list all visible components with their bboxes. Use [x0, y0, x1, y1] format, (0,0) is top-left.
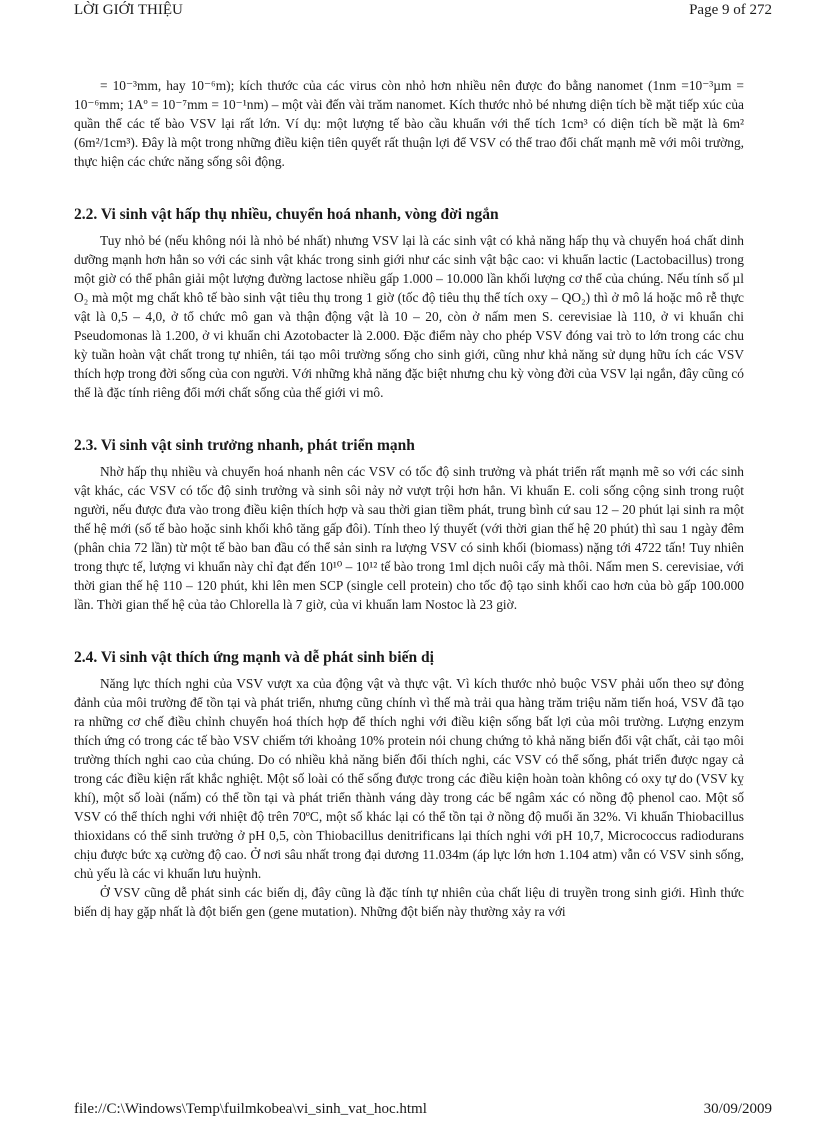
section-2-3-paragraph: Nhờ hấp thụ nhiều và chuyển hoá nhanh nên các VSV có tốc độ sinh trưởng và phát triển rất mạnh mẽ so với các sinh vật khác, các VSV có tốc độ sinh trưởng và sinh sôi nảy nở vượt trội hơn hẳn. Vi khuẩn E. coli sống cộng sinh trong ruột người, nếu được đưa vào trong điều kiện thích hợp và sau thời gian tiềm phát, trung bình cứ sau 12 – 20 phút lại sinh ra một thế hệ mới (số tế bào hoặc sinh khối khô tăng gấp đôi). Tính theo lý thuyết (với thời gian thế hệ 20 phút) thì sau 1 ngày đêm (phân chia 72 lần) từ một tế bào ban đầu có thể sản sinh ra lượng VSV có sinh khối (biomass) nặng tới 4722 tấn! Tuy nhiên trong thực tế, lượng vi khuẩn này chỉ đạt đến 10¹⁰ – 10¹² tế bào trong 1ml dịch nuôi cấy mà thôi. Nấm men S. cerevisiae, với thời gian thế hệ 110 – 120 phút, khi lên men SCP (single cell protein) cho tốc độ tạo sinh khối cao hơn của bò gấp 100.000 lần. Thời gian thế hệ của tảo Chlorella là 7 giờ, của vi khuẩn lam Nostoc là 23 giờ.	[74, 464, 744, 612]
print-date: 30/09/2009	[703, 1101, 772, 1117]
page-header	[74, 2, 772, 24]
document-body	[74, 76, 744, 921]
section-2-4-paragraph-1: Năng lực thích nghi của VSV vượt xa của động vật và thực vật. Vì kích thước nhỏ buộc VSV phải uốn theo sự đỏng đảnh của môi trường để tồn tại và phát triển, nhưng cũng chính vì thế mà trải qua hàng trăm triệu năm tiến hoá, VSV đã tạo ra những cơ chế điều chỉnh chuyển hoá thích hợp để thích nghi với điều kiện sống bất lợi của môi trường. Lượng enzym thích ứng có trong các tế bào VSV chiếm tới khoảng 10% protein nói chung chứng tỏ khả năng biến đổi vật chất, cải tạo môi trường thích nghi cao của chúng. Do có nhiều khả năng biến đổi thích nghi, các VSV có thể sống, phát triển được ngay cả trong các điều kiện rất khắc nghiệt. Một số loài có thể sống được trong các điều kiện hoàn toàn không có oxy tự do (VSV kỵ khí), một số loài (nấm) có thể tồn tại và phát triển thành váng dày trong các bể ngâm xác có nồng độ phenol cao. Một số VSV có thể thích nghi với nhiệt độ trên 70ºC, một số khác lại có thể tồn tại ở nồng độ muối ăn 32%. Vi khuẩn Thiobacillus thioxidans có thể sinh trưởng ở pH 0,5, còn Thiobacillus denitrificans lại thích nghi với pH 10,7, Micrococcus radiodurans chịu được bức xạ cường độ cao. Ở nơi sâu nhất trong đại dương 11.034m (áp lực lớn hơn 1.104 atm) vẫn có VSV sinh sống, chủ yếu là các vi khuẩn lưu huỳnh.	[74, 676, 744, 881]
page-number: Page 9 of 272	[689, 2, 772, 18]
file-path-link[interactable]: file://C:\Windows\Temp\fuilmkobea\vi_sinh_vat_hoc.html	[74, 1101, 427, 1117]
section-heading-2-2: 2.2. Vi sinh vật hấp thụ nhiều, chuyển hoá nhanh, vòng đời ngắn	[74, 206, 499, 223]
section-2-4-paragraph-2: Ở VSV cũng dễ phát sinh các biến dị, đây cũng là đặc tính tự nhiên của chất liệu di truyền trong sinh giới. Hình thức biến dị hay gặp nhất là đột biến gen (gene mutation). Những đột biến này thường xảy ra với	[74, 885, 744, 919]
intro-paragraph: = 10⁻³mm, hay 10⁻⁶m); kích thước của các virus còn nhỏ hơn nhiều nên được đo bằng nanomet (1nm =10⁻³µm = 10⁻⁶mm; 1Aº = 10⁻⁷mm = 10⁻¹nm) – một vài đến vài trăm nanomet. Kích thước nhỏ bé nhưng diện tích bề mặt tiếp xúc của quần thể các tế bào VSV lại rất lớn. Ví dụ: một lượng tế bào cầu khuẩn với thể tích 1cm³ có diện tích bề mặt là 6m² (6m²/1cm³). Đây là một trong những điều kiện tiên quyết rất thuận lợi để VSV có thể trao đổi chất mạnh mẽ với môi trường, thực hiện các chức năng sống sôi động.	[74, 78, 744, 169]
header-title: LỜI GIỚI THIỆU	[74, 2, 183, 18]
section-heading-2-4: 2.4. Vi sinh vật thích ứng mạnh và dễ phát sinh biến dị	[74, 649, 434, 666]
section-heading-2-3: 2.3. Vi sinh vật sinh trưởng nhanh, phát triển mạnh	[74, 437, 415, 454]
section-2-2-paragraph: Tuy nhỏ bé (nếu không nói là nhỏ bé nhất) nhưng VSV lại là các sinh vật có khả năng hấp thụ và chuyển hoá chất dinh dưỡng mạnh hơn hẳn so với các sinh vật khác trong sinh giới như các sinh vật bậc cao: vi khuẩn lactic (Lactobacillus) trong một giờ có thể phân giải một lượng đường lactose nhiều gấp 1.000 – 10.000 lần khối lượng cơ thể của chúng. Nếu tính số µl O₂ mà một mg chất khô tế bào sinh vật tiêu thụ trong 1 giờ (tốc độ tiêu thụ thể tích oxy – QO₂) thì ở mô lá hoặc mô rễ thực vật là 0,5 – 4,0, ở tổ chức mô gan và thận động vật là 10 – 20, còn ở nấm men S. cerevisiae là 110, ở vi khuẩn chi Pseudomonas là 1.200, ở vi khuẩn chi Azotobacter là 2.000. Đặc điểm này cho phép VSV đóng vai trò to lớn trong các chu kỳ tuần hoàn vật chất trong tự nhiên, tái tạo môi trường sống cho sinh giới, cũng như khả năng sử dụng hữu ích các VSV thích hợp trong đời sống của con người. Với những khả năng đặc biệt nhưng chu kỳ vòng đời của VSV lại ngắn, đây cũng có thể là đặc tính riêng đổi mới chất sống của thế giới vi mô.	[74, 233, 744, 400]
